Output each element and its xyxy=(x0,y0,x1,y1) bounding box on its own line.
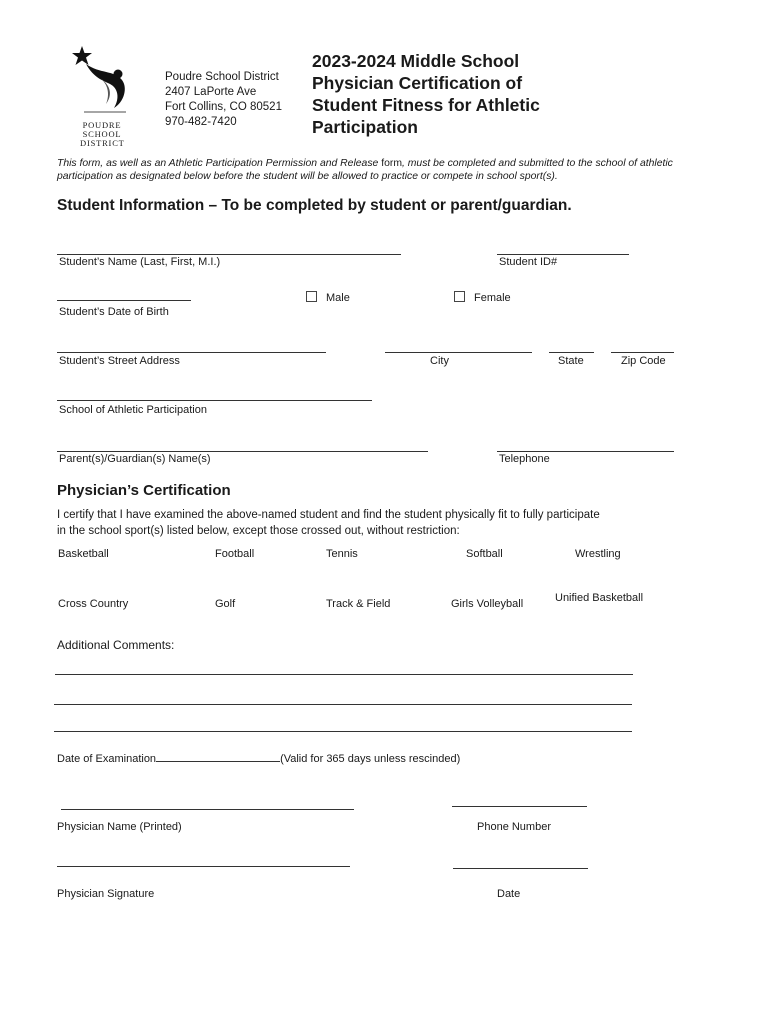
sport-basketball: Basketball xyxy=(58,548,109,560)
sport-football: Football xyxy=(215,548,255,560)
student-section-heading: Student Information – To be completed by student or parent/guardian. xyxy=(57,197,572,214)
exam-date-label: Date of Examination xyxy=(57,753,157,765)
address-line-2: 2407 LaPorte Ave xyxy=(165,86,257,98)
city-line[interactable] xyxy=(385,352,532,353)
date-line[interactable] xyxy=(453,868,588,869)
physician-section-heading: Physician’s Certification xyxy=(57,482,231,499)
comments-line-3[interactable] xyxy=(54,731,632,732)
intro-form-word: form xyxy=(381,158,402,169)
title-line-4: Participation xyxy=(312,117,418,137)
physician-name-label: Physician Name (Printed) xyxy=(57,821,182,833)
sport-unified-basketball: Unified Basketball xyxy=(555,592,644,604)
exam-date-line[interactable] xyxy=(156,752,280,762)
signature-line[interactable] xyxy=(57,866,350,867)
city-label: City xyxy=(430,355,449,367)
sport-cross-country: Cross Country xyxy=(58,598,129,610)
state-label: State xyxy=(558,355,584,367)
zip-line[interactable] xyxy=(611,352,674,353)
intro-text-after: , must be completed and submitted to the school of athletic participation as designated below before the student will be allowed to practice or compete in school sport(s). xyxy=(57,158,673,182)
address-line-3: Fort Collins, CO 80521 xyxy=(165,101,282,113)
dob-line[interactable] xyxy=(57,300,191,301)
sport-softball: Softball xyxy=(466,548,503,560)
zip-label: Zip Code xyxy=(621,355,666,367)
telephone-line[interactable] xyxy=(497,451,674,452)
logo-line-2: SCHOOL xyxy=(82,129,122,139)
sport-girls-volleyball: Girls Volleyball xyxy=(451,598,524,610)
sport-wrestling: Wrestling xyxy=(575,548,621,560)
exam-date-row xyxy=(57,752,460,765)
school-label: School of Athletic Participation xyxy=(59,404,207,416)
title-line-1: 2023-2024 Middle School xyxy=(312,51,520,71)
student-id-label: Student ID# xyxy=(499,256,558,268)
star-swoosh-logo-icon xyxy=(70,44,140,116)
sport-tennis: Tennis xyxy=(326,548,358,560)
street-line[interactable] xyxy=(57,352,326,353)
guardian-label: Parent(s)/Guardian(s) Name(s) xyxy=(59,453,211,465)
physician-name-line[interactable] xyxy=(61,809,354,810)
student-name-line[interactable] xyxy=(57,254,401,255)
comments-label: Additional Comments: xyxy=(57,638,175,652)
address-line-4: 970-482-7420 xyxy=(165,116,237,128)
district-logo xyxy=(70,44,140,148)
date-label: Date xyxy=(497,888,521,900)
title-line-3: Student Fitness for Athletic xyxy=(312,95,540,115)
female-checkbox[interactable] xyxy=(454,291,465,302)
student-name-label: Student’s Name (Last, First, M.I.) xyxy=(59,256,221,268)
student-id-line[interactable] xyxy=(497,254,629,255)
logo-line-3: DISTRICT xyxy=(80,138,125,148)
female-label: Female xyxy=(474,292,511,304)
title-line-2: Physician Certification of xyxy=(312,73,523,93)
signature-label: Physician Signature xyxy=(57,888,155,900)
certification-statement xyxy=(57,507,600,539)
address-line-1: Poudre School District xyxy=(165,71,279,83)
state-line[interactable] xyxy=(549,352,594,353)
street-label: Student’s Street Address xyxy=(59,355,180,367)
statement-line-2: in the school sport(s) listed below, except those crossed out, without restriction: xyxy=(57,525,460,537)
district-address xyxy=(165,70,282,130)
male-label: Male xyxy=(326,292,350,304)
intro-text-before: This form, as well as an Athletic Participation Permission and Release xyxy=(57,158,382,169)
intro-paragraph xyxy=(57,157,717,183)
logo-line-1: POUDRE xyxy=(82,120,122,130)
phone-number-label: Phone Number xyxy=(477,821,551,833)
exam-valid-note: (Valid for 365 days unless rescinded) xyxy=(280,753,461,765)
dob-label: Student’s Date of Birth xyxy=(59,306,169,318)
guardian-line[interactable] xyxy=(57,451,428,452)
male-checkbox[interactable] xyxy=(306,291,317,302)
statement-line-1: I certify that I have examined the above-named student and find the student physically fit to fully participate xyxy=(57,509,600,521)
telephone-label: Telephone xyxy=(499,453,550,465)
comments-line-1[interactable] xyxy=(55,674,633,675)
comments-line-2[interactable] xyxy=(54,704,632,705)
school-line[interactable] xyxy=(57,400,372,401)
sport-golf: Golf xyxy=(215,598,236,610)
form-title xyxy=(312,50,540,138)
sport-track-field: Track & Field xyxy=(326,598,391,610)
phone-number-line[interactable] xyxy=(452,806,587,807)
